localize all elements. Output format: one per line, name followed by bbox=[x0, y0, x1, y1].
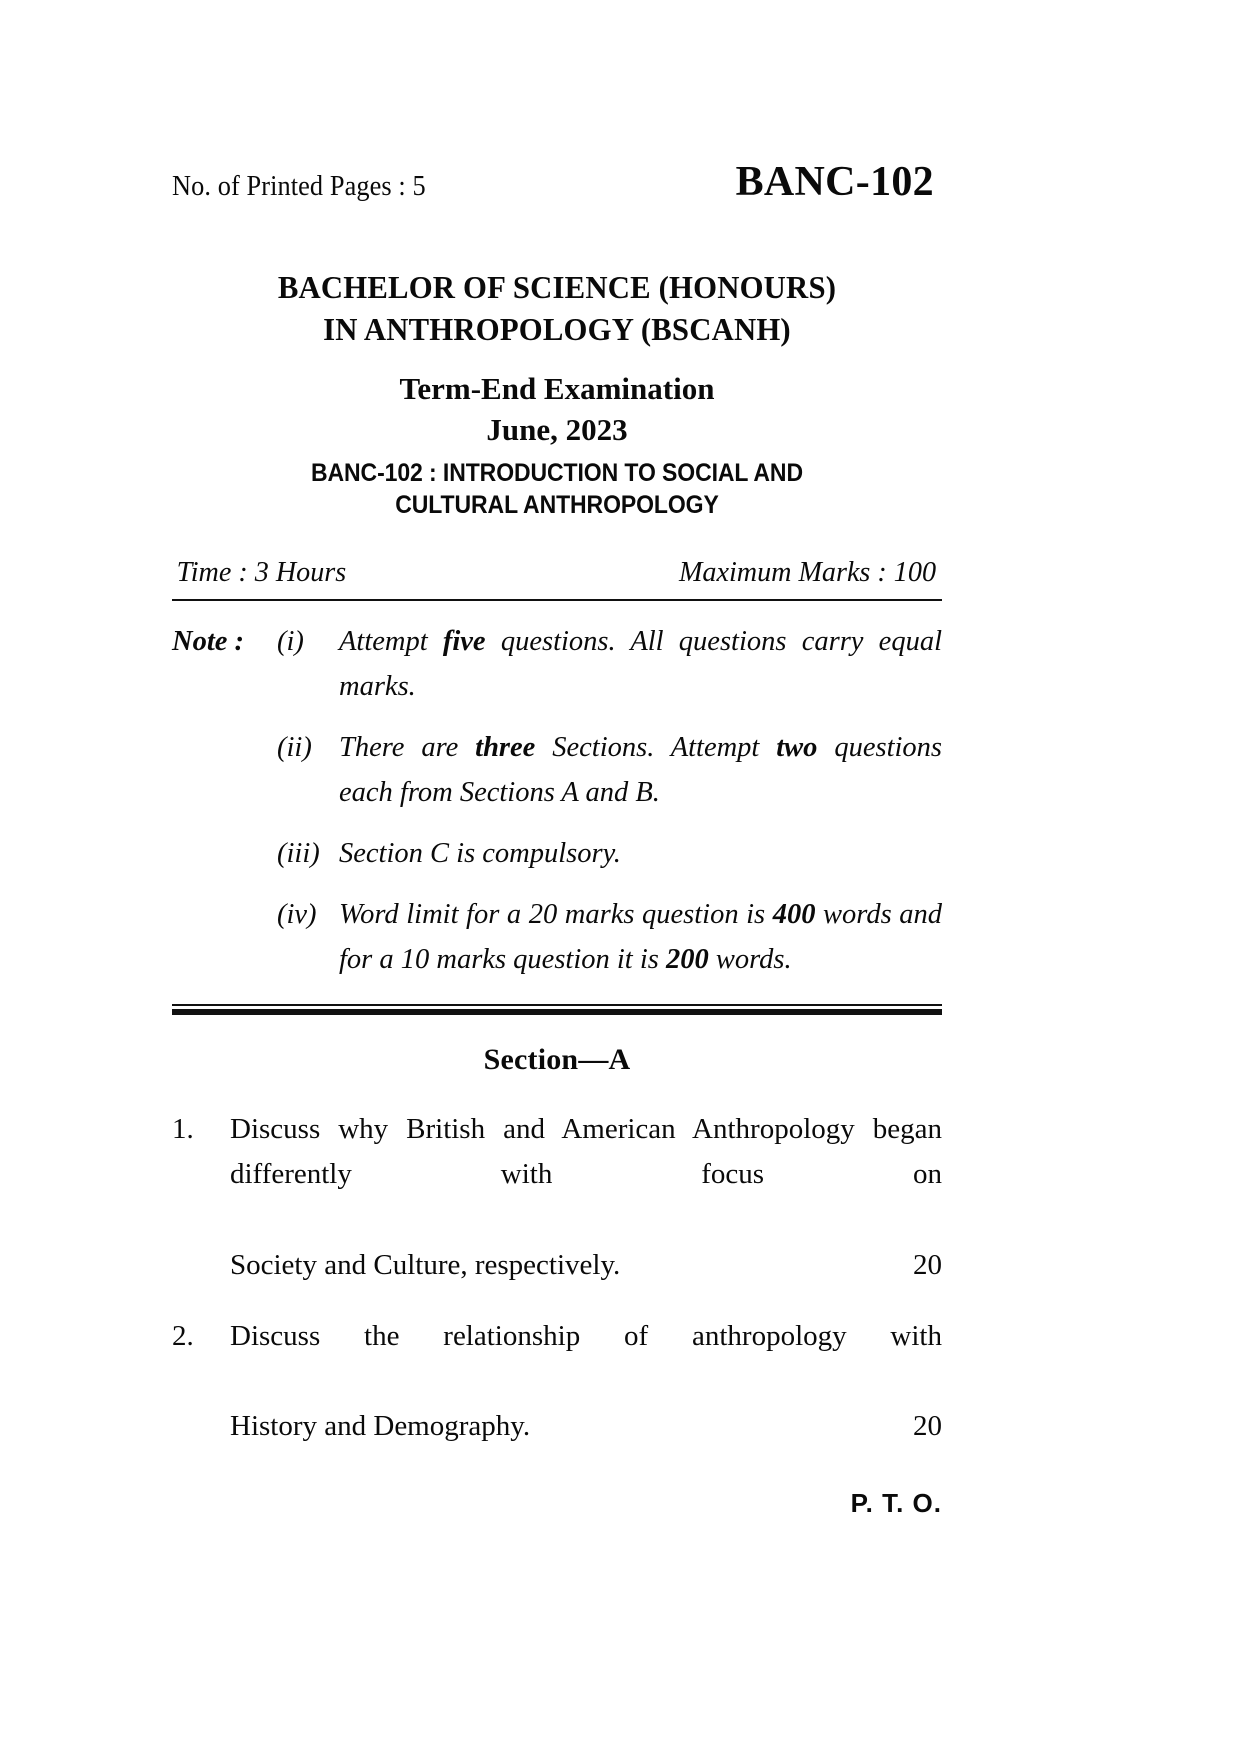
note-marker: (iii) bbox=[277, 837, 320, 869]
note-block bbox=[172, 619, 942, 982]
programme-title-line2: IN ANTHROPOLOGY (BSCANH) bbox=[323, 311, 791, 348]
note-text: Word limit for a 20 marks question is 400 words and for a 10 marks question it is 200 words. bbox=[339, 898, 943, 975]
question-text-tail: History and Demography. bbox=[230, 1410, 531, 1443]
question-item bbox=[172, 1314, 942, 1450]
note-marker: (iv) bbox=[277, 898, 317, 930]
note-label: Note : bbox=[172, 625, 245, 657]
paper-title-line2: CULTURAL ANTHROPOLOGY bbox=[395, 491, 719, 520]
page-header bbox=[172, 158, 942, 218]
question-item bbox=[172, 1107, 942, 1288]
note-marker: (ii) bbox=[277, 731, 312, 763]
note-text: Attempt five questions. All questions carry equal marks. bbox=[339, 625, 942, 702]
note-text: Section C is compulsory. bbox=[339, 837, 621, 869]
note-text: There are three Sections. Attempt two questions each from Sections A and B. bbox=[339, 731, 942, 808]
section-divider-rule bbox=[172, 1004, 942, 1015]
question-text-tail: Society and Culture, respectively. bbox=[230, 1248, 621, 1281]
pto-footer: P. T. O. bbox=[850, 1488, 942, 1518]
question-number: 2. bbox=[172, 1319, 194, 1352]
course-code: BANC-102 bbox=[735, 159, 934, 205]
note-item bbox=[172, 619, 942, 709]
page-content bbox=[172, 158, 943, 1518]
question-number: 1. bbox=[172, 1112, 194, 1145]
title-block bbox=[172, 266, 942, 522]
time-allowed: Time : 3 Hours bbox=[176, 555, 347, 588]
divider-thin-line bbox=[172, 1004, 942, 1006]
question-marks: 20 bbox=[913, 1410, 942, 1443]
note-marker: (i) bbox=[277, 625, 304, 657]
question-body bbox=[230, 1314, 942, 1450]
question-text: Discuss the relationship of anthropology with bbox=[230, 1319, 942, 1352]
programme-title bbox=[187, 266, 926, 350]
question-list bbox=[172, 1107, 942, 1450]
printed-pages-label: No. of Printed Pages : 5 bbox=[172, 171, 426, 202]
question-last-line bbox=[230, 1243, 942, 1288]
exam-meta-row bbox=[172, 556, 942, 589]
note-item bbox=[172, 831, 942, 876]
header-divider-rule bbox=[172, 599, 942, 601]
question-last-line bbox=[230, 1404, 942, 1449]
divider-thick-line bbox=[172, 1009, 942, 1015]
term-end-examination-label: Term-End Examination bbox=[399, 371, 715, 407]
paper-title bbox=[203, 457, 911, 522]
programme-title-line1: BACHELOR OF SCIENCE (HONOURS) bbox=[277, 269, 837, 305]
question-text: Discuss why British and American Anthropology began differently with focus on bbox=[230, 1112, 942, 1191]
note-item bbox=[172, 725, 942, 815]
exam-month-year: June, 2023 bbox=[486, 411, 628, 447]
paper-title-line1: BANC-102 : INTRODUCTION TO SOCIAL AND bbox=[311, 458, 803, 487]
question-body bbox=[230, 1107, 942, 1288]
maximum-marks: Maximum Marks : 100 bbox=[678, 555, 937, 588]
section-a-heading: Section—A bbox=[483, 1042, 631, 1076]
question-marks: 20 bbox=[913, 1248, 942, 1281]
note-item bbox=[172, 892, 942, 982]
